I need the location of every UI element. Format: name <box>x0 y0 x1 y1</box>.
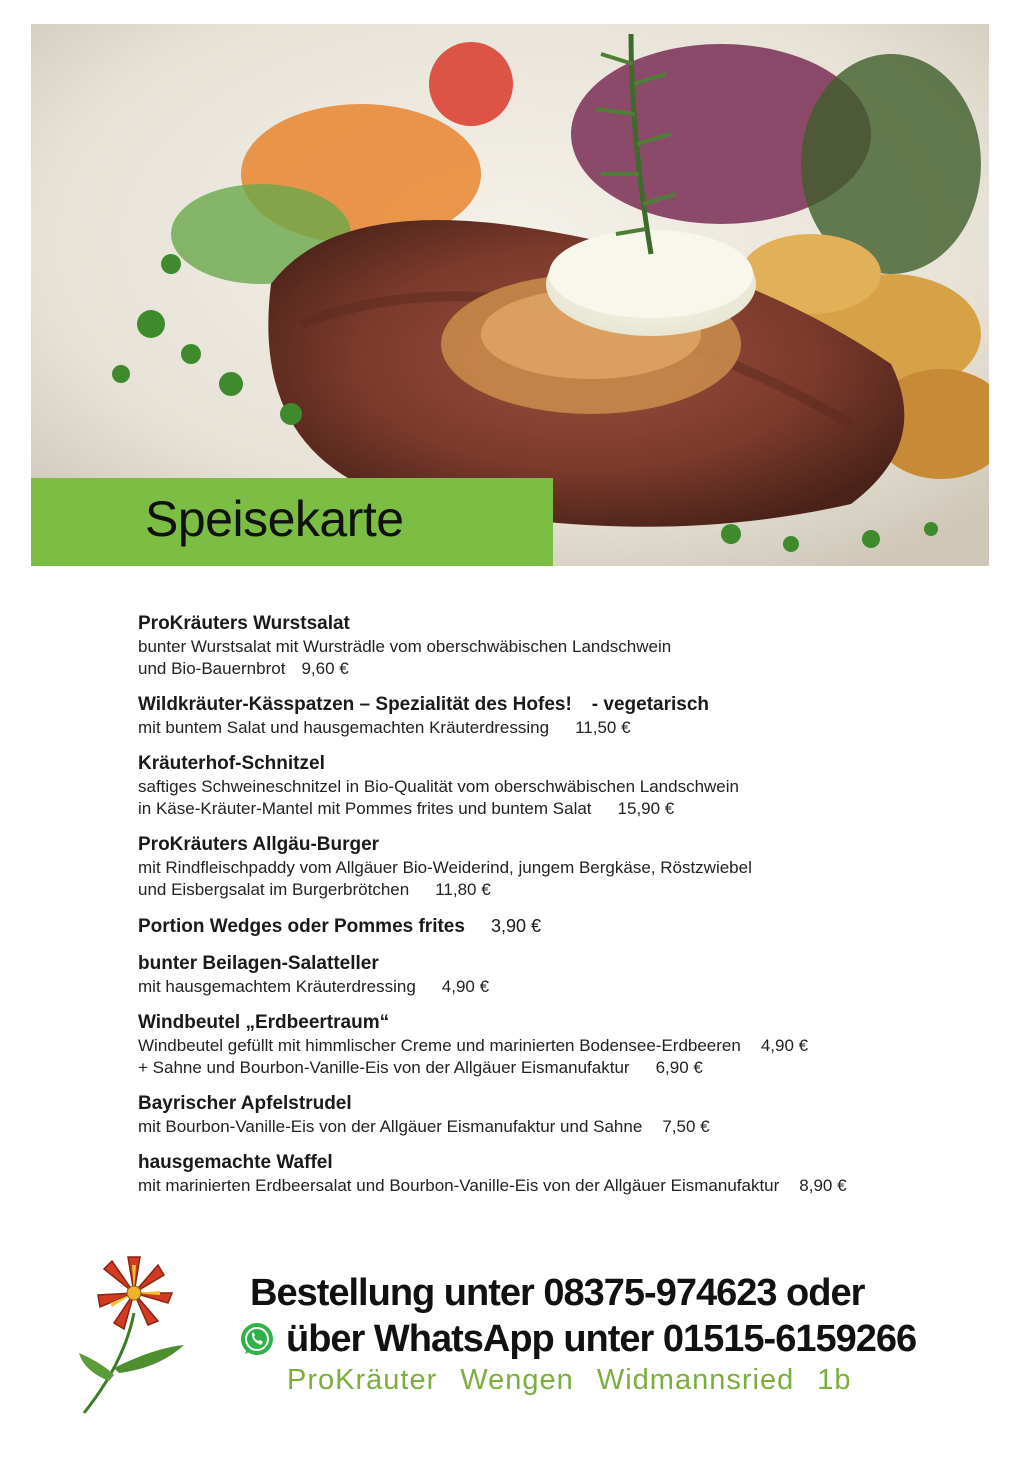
menu-item <box>138 612 958 680</box>
item-description: mit Bourbon-Vanille-Eis von der Allgäuer Eismanufaktur und Sahne 7,50 € <box>138 1117 710 1136</box>
order-whatsapp-text: über WhatsApp unter 01515-6159266 <box>286 1318 917 1360</box>
item-description: mit Rindfleischpaddy vom Allgäuer Bio-Weiderind, jungem Bergkäse, Röstzwiebel <box>138 858 752 877</box>
item-price: 8,90 € <box>799 1176 847 1195</box>
page-title: Speisekarte <box>145 491 404 547</box>
footer-name: ProKräuter <box>287 1364 438 1396</box>
item-price: 15,90 € <box>617 799 675 818</box>
item-description: und Eisbergsalat im Burgerbrötchen 11,80 € <box>138 880 491 899</box>
item-name: Portion Wedges oder Pommes frites 3,90 € <box>138 916 541 937</box>
item-price: 4,90 € <box>760 1036 809 1055</box>
menu-item <box>138 952 958 998</box>
item-price: 3,90 € <box>490 916 541 936</box>
menu-list <box>138 612 958 1210</box>
menu-item <box>138 914 958 939</box>
item-name: ProKräuters Wurstsalat <box>138 613 350 634</box>
flower-icon <box>74 1253 194 1428</box>
item-name: Bayrischer Apfelstrudel <box>138 1093 352 1114</box>
item-description: mit hausgemachtem Kräuterdressing 4,90 € <box>138 977 490 996</box>
item-name: bunter Beilagen-Salatteller <box>138 953 379 974</box>
footer-street: Widmannsried 1b <box>596 1364 852 1396</box>
item-name: Wildkräuter-Kässpatzen – Spezialität des Hofes! - vegetarisch <box>138 694 710 715</box>
item-price: 9,60 € <box>301 659 349 678</box>
footer-place: Wengen <box>460 1364 574 1396</box>
item-description: Windbeutel gefüllt mit himmlischer Creme und marinierten Bodensee-Erdbeeren 4,90 € <box>138 1036 809 1055</box>
vegetarian-tag: - vegetarisch <box>591 694 710 715</box>
item-description: + Sahne und Bourbon-Vanille-Eis von der Allgäuer Eismanufaktur 6,90 € <box>138 1058 703 1077</box>
item-price: 4,90 € <box>441 977 490 996</box>
item-name: Windbeutel „Erdbeertraum“ <box>138 1012 390 1033</box>
item-price: 11,50 € <box>575 718 631 737</box>
footer-address <box>287 1364 852 1397</box>
menu-item <box>138 752 958 820</box>
item-description: in Käse-Kräuter-Mantel mit Pommes frites und buntem Salat 15,90 € <box>138 799 675 818</box>
item-description: bunter Wurstsalat mit Wursträdle vom oberschwäbischen Landschwein <box>138 637 672 656</box>
item-description: saftiges Schweineschnitzel in Bio-Qualität vom oberschwäbischen Landschwein <box>138 777 739 796</box>
item-name: hausgemachte Waffel <box>138 1152 333 1173</box>
menu-item <box>138 693 958 739</box>
item-description: mit marinierten Erdbeersalat und Bourbon-Vanille-Eis von der Allgäuer Eismanufaktur 8,90 € <box>138 1176 847 1195</box>
order-phone-text: Bestellung unter 08375-974623 oder <box>250 1272 865 1314</box>
item-name: ProKräuters Allgäu-Burger <box>138 834 380 855</box>
item-description: mit buntem Salat und hausgemachten Kräuterdressing 11,50 € <box>138 718 631 737</box>
whatsapp-icon <box>237 1320 277 1365</box>
menu-item <box>138 1011 958 1079</box>
item-price: 11,80 € <box>435 880 491 899</box>
item-price: 7,50 € <box>662 1117 710 1136</box>
item-price: 6,90 € <box>655 1058 703 1077</box>
item-description: und Bio-Bauernbrot 9,60 € <box>138 659 349 678</box>
item-name: Kräuterhof-Schnitzel <box>138 753 325 774</box>
menu-item <box>138 1092 958 1138</box>
menu-item <box>138 833 958 901</box>
menu-item <box>138 1151 958 1197</box>
